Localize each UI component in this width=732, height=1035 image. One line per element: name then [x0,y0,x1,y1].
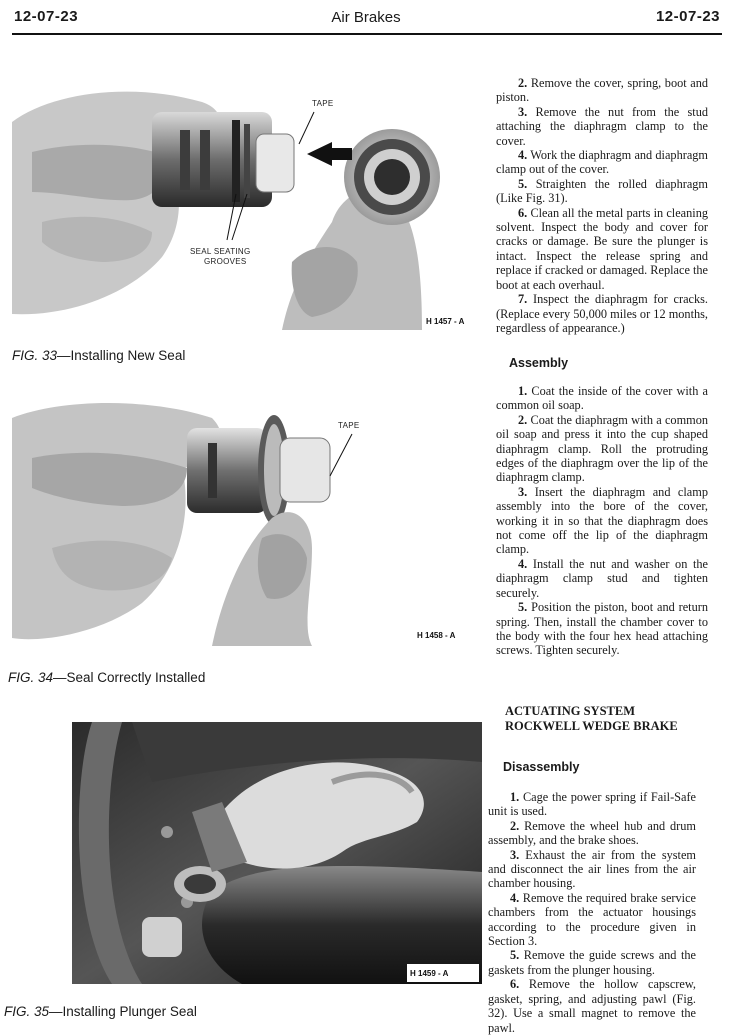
step: 6. Clean all the metal parts in cleaning solvent. Inspect the body and cover for cracks or damage. Be sure the plunger is intact. Inspect the release spring and replace if cracked or damaged. Replace the boot at each overhaul. [496,205,708,292]
text-column-upper [496,76,708,335]
rockwell-steps [488,790,696,1035]
photo-id: H 1457 - A [426,317,465,326]
figure-title: Installing New Seal [70,348,186,363]
step: 5. Position the piston, boot and return spring. Then, install the chamber cover to the body with the four hex head attaching screws. Tighten securely. [496,600,708,658]
step: 3. Insert the diaphragm and clamp assembly into the bore of the cover, working it in so that the diaphragm does not come off the lip of the diaphragm clamp. [496,484,708,557]
figure-34-photo [12,398,482,646]
step: 4. Install the nut and washer on the diaphragm clamp stud and tighten securely. [496,556,709,600]
page-number-right: 12-07-23 [655,8,720,25]
step: 1. Cage the power spring if Fail-Safe unit is used. [488,790,697,819]
figure-35-photo [72,722,482,984]
disassembly-steps [496,76,708,335]
callout-tape: TAPE [312,99,334,108]
figure-title: Seal Correctly Installed [66,670,206,685]
step: 4. Work the diaphragm and diaphragm clamp out of the cover. [496,148,708,177]
figure-33-caption: FIG. 33—Installing New Seal [12,348,186,363]
figure-number: FIG. 35 [4,1004,50,1019]
figure-title: Installing Plunger Seal [62,1004,197,1019]
assembly-steps [496,384,708,658]
photo-id: H 1458 - A [417,631,456,640]
figure-number: FIG. 33 [12,348,58,363]
figure-34-caption: FIG. 34—Seal Correctly Installed [8,670,206,685]
step: 5. Remove the guide screws and the gaskets from the plunger housing. [488,948,697,977]
step: 5. Straighten the rolled diaphragm (Like Fig. 31). [496,176,708,206]
step: 7. Inspect the diaphragm for cracks. (Replace every 50,000 miles or 12 months, regardless of appearance.) [496,292,708,335]
step: 1. Coat the inside of the cover with a common oil soap. [496,384,708,413]
step: 2. Remove the cover, spring, boot and piston. [496,76,708,105]
figure-35-caption: FIG. 35—Installing Plunger Seal [4,1004,197,1019]
section-heading [505,704,678,734]
header-rule [12,33,722,35]
assembly-heading: Assembly [509,356,569,370]
section-heading-line1: ACTUATING SYSTEM [505,704,635,718]
figure-33-photo [12,82,482,330]
callout-seal-seating: SEAL SEATING [190,247,251,256]
disassembly-heading: Disassembly [503,760,580,774]
page-title: Air Brakes [331,9,401,26]
callout-grooves: GROOVES [204,257,247,266]
step: 4. Remove the required brake service chambers from the actuator housings according to the procedure given in Section 3. [488,890,696,949]
step: 2. Remove the wheel hub and drum assembly, and the brake shoes. [488,818,696,848]
figure-33-illustration [12,82,482,330]
section-heading-line2: ROCKWELL WEDGE BRAKE [505,719,678,733]
step: 2. Coat the diaphragm with a common oil soap and press it into the cup shaped diaphragm clamp. Roll the protruding edges of the diaphragm over the lip of the diaphragm clamp. [496,412,708,485]
photo-id: H 1459 - A [410,969,449,978]
figure-35-illustration [72,722,482,984]
step: 6. Remove the hollow capscrew, gasket, spring, and adjusting pawl (Fig. 32). Use a small magnet to remove the pawl. [488,977,697,1035]
step: 3. Exhaust the air from the system and disconnect the air lines from the air chamber housing. [488,847,696,891]
figure-number: FIG. 34 [8,670,54,685]
step: 3. Remove the nut from the stud attaching the diaphragm clamp to the cover. [496,104,709,148]
page-number-left: 12-07-23 [14,8,79,25]
figure-34-illustration [12,398,482,646]
callout-tape: TAPE [338,421,360,430]
